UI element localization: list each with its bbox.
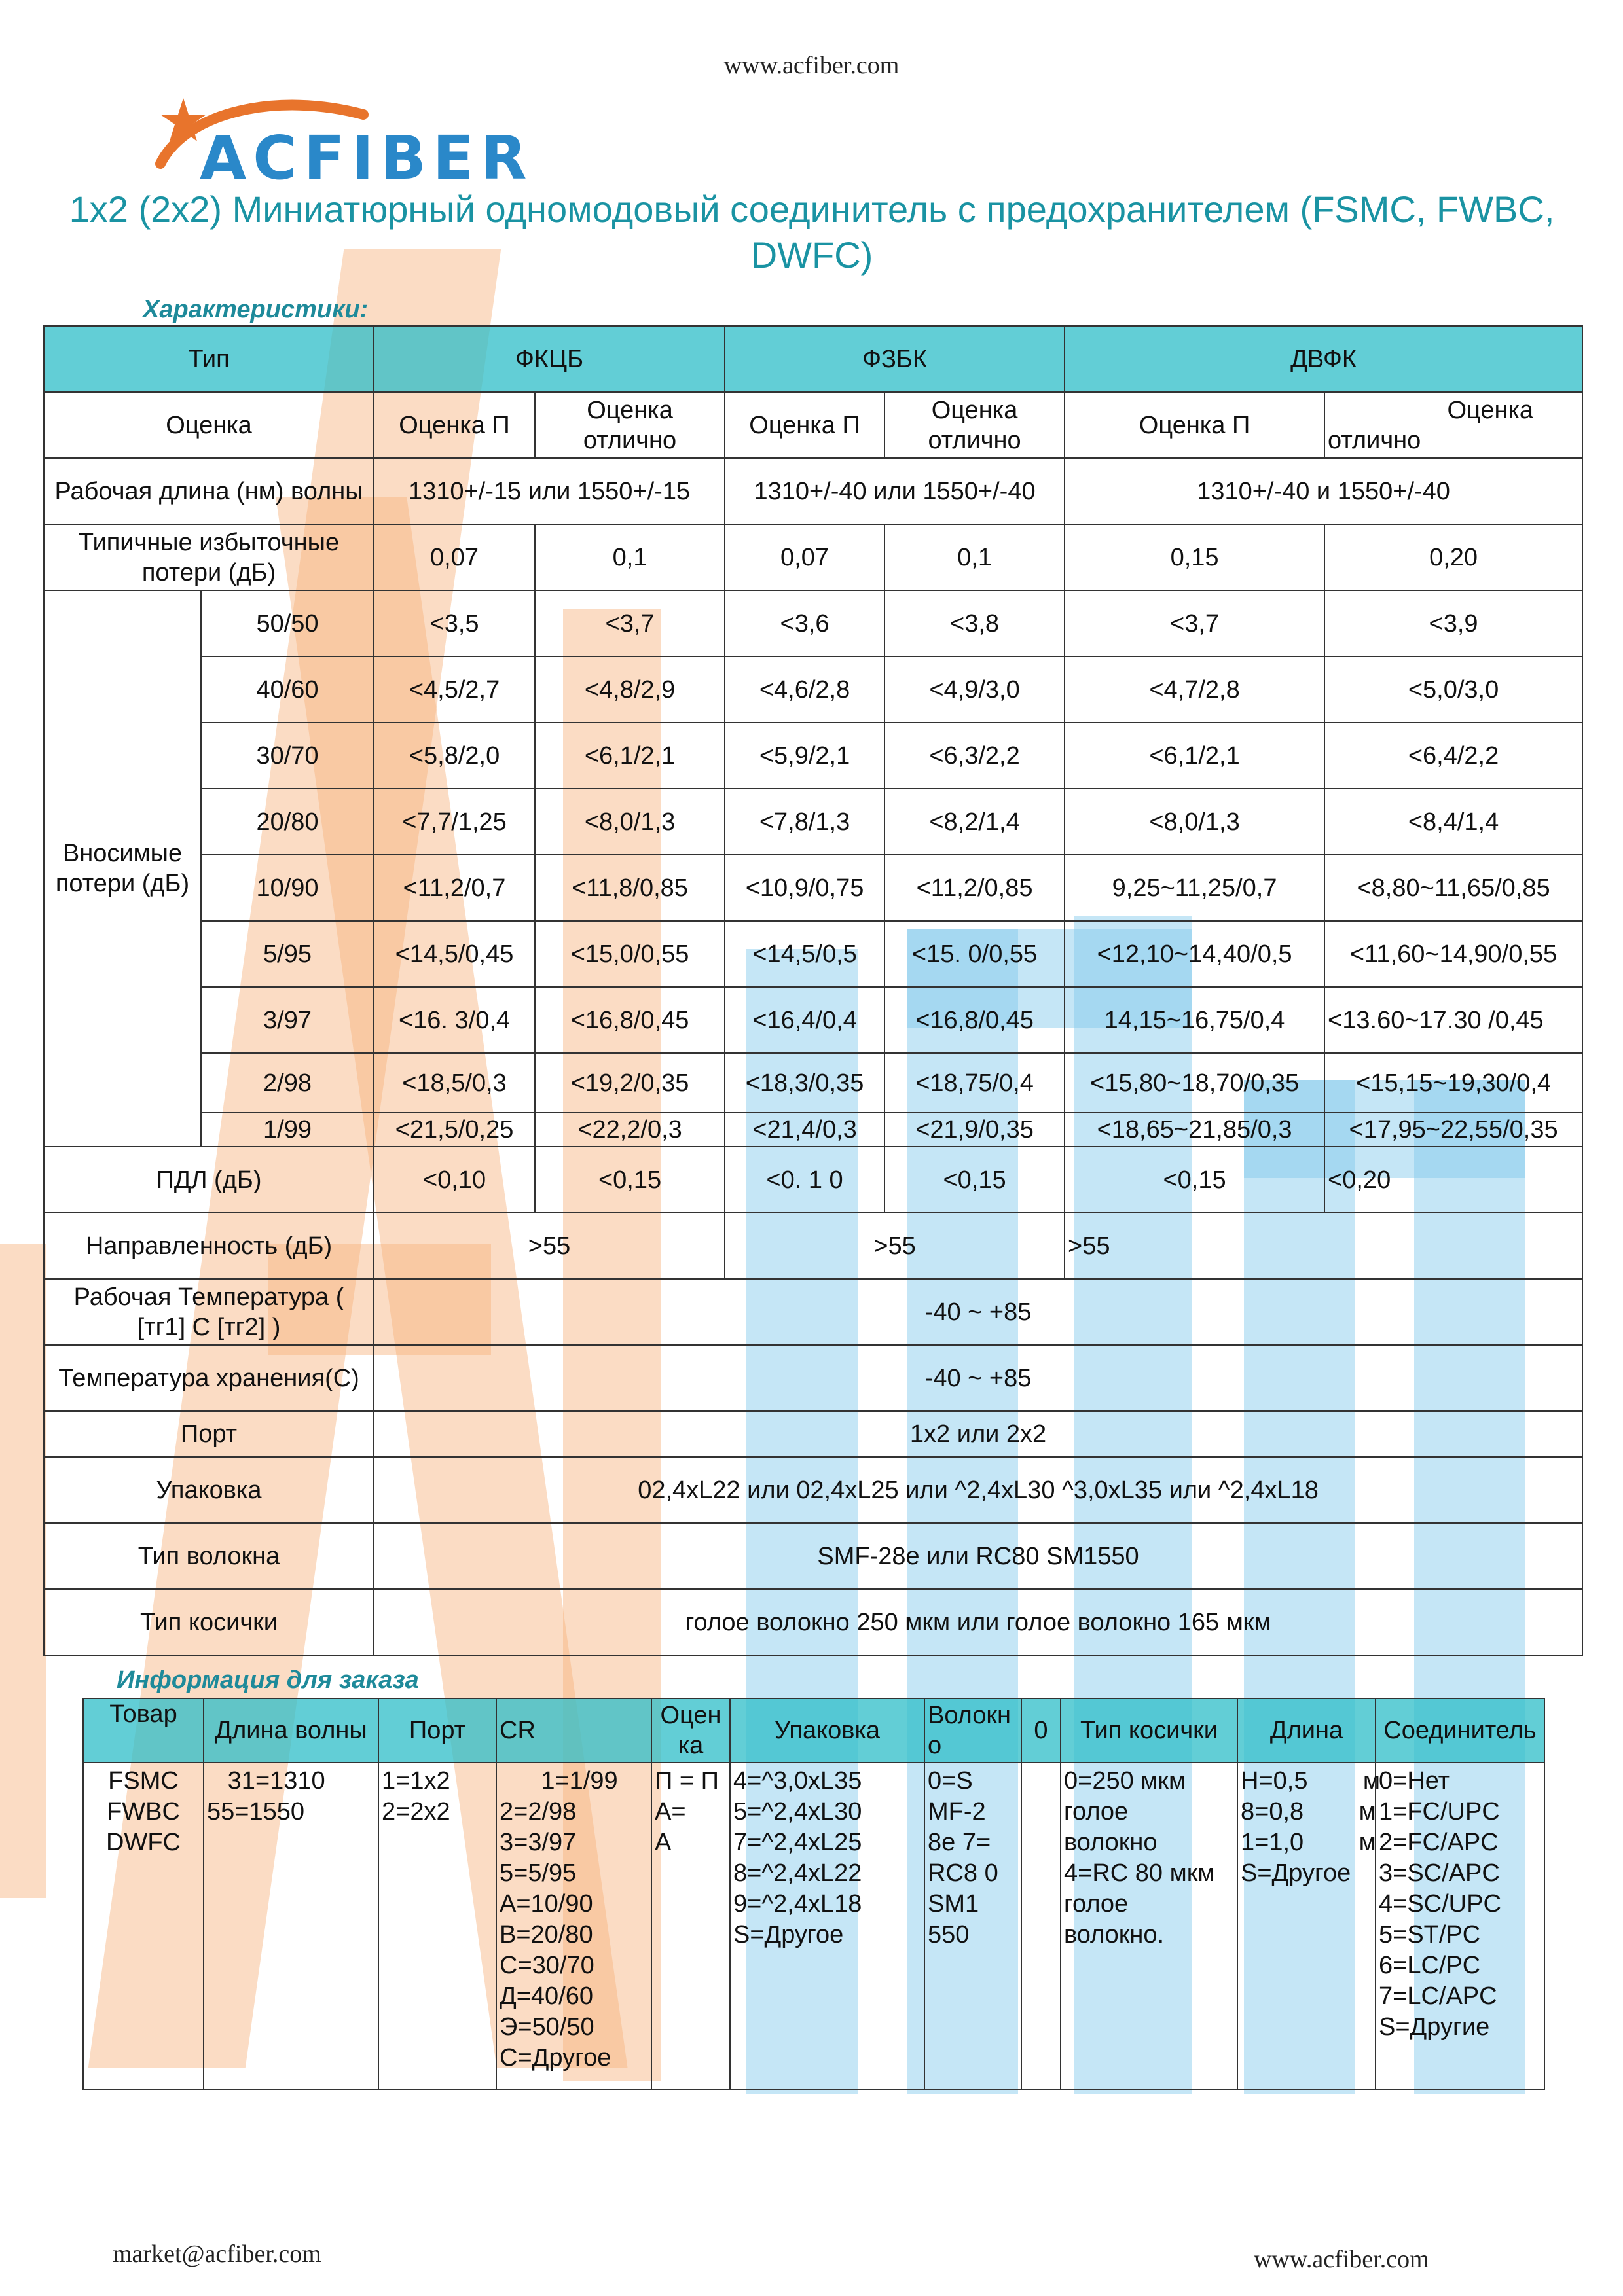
il-value: <14,5/0,45 — [374, 921, 535, 987]
il-value: <5,9/2,1 — [725, 723, 884, 789]
grade-cell: Оценка отлично — [535, 392, 725, 458]
type-fscb: ФКЦБ — [374, 326, 725, 392]
il-value: <16. 3/0,4 — [374, 987, 535, 1053]
watermark-shape — [0, 1244, 46, 1898]
grade-cell: Оценка отлично — [884, 392, 1065, 458]
il-value: <15,0/0,55 — [535, 921, 725, 987]
il-value: <15,15~19,30/0,4 — [1324, 1053, 1582, 1113]
il-value: <11,2/0,85 — [884, 855, 1065, 921]
order-col-package: Упаковка — [730, 1698, 924, 1763]
il-value: <11,2/0,7 — [374, 855, 535, 921]
grade-label: Оценка — [44, 392, 374, 458]
wavelength-label: Рабочая длина (нм) волны — [44, 458, 374, 524]
grade-cell: Оценка П — [725, 392, 884, 458]
il-value: <6,1/2,1 — [1065, 723, 1324, 789]
wavelength-value: 1310+/-40 или 1550+/-40 — [725, 458, 1065, 524]
wavelength-value: 1310+/-15 или 1550+/-15 — [374, 458, 725, 524]
fiber-label: Тип волокна — [44, 1523, 374, 1589]
order-section-title: Информация для заказа — [117, 1666, 419, 1694]
il-value: 9,25~11,25/0,7 — [1065, 855, 1324, 921]
order-col-connector: Соединитель — [1376, 1698, 1544, 1763]
il-value: <18,5/0,3 — [374, 1053, 535, 1113]
il-value: <4,6/2,8 — [725, 656, 884, 723]
ratio: 1/99 — [201, 1113, 374, 1147]
ratio: 20/80 — [201, 789, 374, 855]
il-value: <11,60~14,90/0,55 — [1324, 921, 1582, 987]
grade-last-prefix: Оценка — [1447, 396, 1534, 424]
il-value: <4,7/2,8 — [1065, 656, 1324, 723]
order-col-wavelength: Длина волны — [204, 1698, 378, 1763]
il-value: <5,8/2,0 — [374, 723, 535, 789]
port-value: 1x2 или 2x2 — [374, 1411, 1582, 1457]
order-cr-options: 1=1/99 2=2/98 3=3/97 5=5/95 А=10/90 В=20/80 С=30/70 Д=40/60 Э=50/50 С=Другое — [496, 1763, 651, 2090]
footer-email[interactable]: market@acfiber.com — [113, 2240, 321, 2268]
order-wavelengths: 31=1310 55=1550 — [204, 1763, 378, 2090]
il-value: <7,8/1,3 — [725, 789, 884, 855]
order-col-product: Товар — [83, 1698, 204, 1763]
excess-loss-value: 0,07 — [374, 524, 535, 590]
il-value: <15,80~18,70/0,35 — [1065, 1053, 1324, 1113]
il-value: <4,9/3,0 — [884, 656, 1065, 723]
spec-section-title: Характеристики: — [143, 296, 369, 323]
wavelength-value: 1310+/-40 и 1550+/-40 — [1065, 458, 1582, 524]
order-pigtail-options: 0=250 мкм голое волокно 4=RC 80 мкм голое волокно. — [1061, 1763, 1237, 2090]
directivity-value: >55 — [725, 1213, 1065, 1279]
il-value: <3,7 — [1065, 590, 1324, 656]
order-ports: 1=1x2 2=2x2 — [378, 1763, 496, 2090]
pdl-value: <0,15 — [884, 1147, 1065, 1213]
grade-cell-last — [1324, 392, 1582, 458]
fiber-value: SMF-28e или RC80 SM1550 — [374, 1523, 1582, 1589]
il-value: <6,1/2,1 — [535, 723, 725, 789]
il-value: <12,10~14,40/0,5 — [1065, 921, 1324, 987]
order-fiber-options: 0=S MF-2 8e 7= RC8 0 SM1 550 — [924, 1763, 1021, 2090]
spec-table — [43, 325, 1583, 1656]
acfiber-logo — [147, 85, 534, 196]
directivity-value: >55 — [1065, 1213, 1582, 1279]
il-value: 14,15~16,75/0,4 — [1065, 987, 1324, 1053]
order-col-length: Длина — [1237, 1698, 1376, 1763]
order-table — [82, 1698, 1545, 2090]
il-value: <21,5/0,25 — [374, 1113, 535, 1147]
ratio: 10/90 — [201, 855, 374, 921]
pigtail-value: голое волокно 250 мкм или голое волокно 165 мкм — [374, 1589, 1582, 1655]
order-col-port: Порт — [378, 1698, 496, 1763]
grade-last-value: отлично — [1328, 426, 1421, 454]
order-col-grade: Оцен ка — [651, 1698, 730, 1763]
storage-temp-value: -40 ~ +85 — [374, 1345, 1582, 1411]
order-connector-options: 0=Нет 1=FC/UPC 2=FC/APC 3=SC/APC 4=SC/UPC 5=ST/PC 6=LC/PC 7=LC/APC S=Другие — [1376, 1763, 1544, 2090]
il-value: <16,8/0,45 — [884, 987, 1065, 1053]
order-col-cr: CR — [496, 1698, 651, 1763]
il-value: <19,2/0,35 — [535, 1053, 725, 1113]
order-products: FSMC FWBC DWFC — [83, 1763, 204, 2090]
pdl-label: ПДЛ (дБ) — [44, 1147, 374, 1213]
pdl-value: <0,15 — [1065, 1147, 1324, 1213]
il-value: <21,4/0,3 — [725, 1113, 884, 1147]
order-col-zero: 0 — [1021, 1698, 1061, 1763]
excess-loss-value: 0,20 — [1324, 524, 1582, 590]
ratio: 2/98 — [201, 1053, 374, 1113]
type-dvfk: ДВФК — [1065, 326, 1582, 392]
pdl-value: <0,20 — [1324, 1147, 1582, 1213]
il-value: <6,3/2,2 — [884, 723, 1065, 789]
il-value: <4,5/2,7 — [374, 656, 535, 723]
il-value: <3,8 — [884, 590, 1065, 656]
il-value: <18,3/0,35 — [725, 1053, 884, 1113]
excess-loss-value: 0,1 — [884, 524, 1065, 590]
il-value: <16,8/0,45 — [535, 987, 725, 1053]
ratio: 5/95 — [201, 921, 374, 987]
il-value: <4,8/2,9 — [535, 656, 725, 723]
storage-temp-label: Температура хранения(С) — [44, 1345, 374, 1411]
il-value: <10,9/0,75 — [725, 855, 884, 921]
il-value: <8,2/1,4 — [884, 789, 1065, 855]
il-value: <3,7 — [535, 590, 725, 656]
ratio: 3/97 — [201, 987, 374, 1053]
type-label: Тип — [44, 326, 374, 392]
excess-loss-value: 0,15 — [1065, 524, 1324, 590]
il-value: <8,4/1,4 — [1324, 789, 1582, 855]
il-value: <15. 0/0,55 — [884, 921, 1065, 987]
il-value: <18,65~21,85/0,3 — [1065, 1113, 1324, 1147]
excess-loss-value: 0,1 — [535, 524, 725, 590]
pdl-value: <0,15 — [535, 1147, 725, 1213]
il-value: <8,0/1,3 — [535, 789, 725, 855]
pdl-value: <0,10 — [374, 1147, 535, 1213]
page-title: 1x2 (2x2) Миниатюрный одномодовый соединитель с предохранителем (FSMC, FWBC, DWFC) — [69, 188, 1555, 276]
directivity-value: >55 — [374, 1213, 725, 1279]
type-fzbk: ФЗБК — [725, 326, 1065, 392]
footer-url[interactable]: www.acfiber.com — [1254, 2246, 1429, 2273]
excess-loss-value: 0,07 — [725, 524, 884, 590]
order-grade-options: П = П А= А — [651, 1763, 730, 2090]
il-value: <3,9 — [1324, 590, 1582, 656]
insertion-loss-label: Вносимые потери (дБ) — [44, 590, 201, 1147]
il-value: <21,9/0,35 — [884, 1113, 1065, 1147]
excess-loss-label: Типичные избыточные потери (дБ) — [44, 524, 374, 590]
op-temp-value: -40 ~ +85 — [374, 1279, 1582, 1345]
il-value: <17,95~22,55/0,35 — [1324, 1113, 1582, 1147]
il-value: <3,5 — [374, 590, 535, 656]
order-col-pigtail: Тип косички — [1061, 1698, 1237, 1763]
ratio: 50/50 — [201, 590, 374, 656]
il-value: <13.60~17.30 /0,45 — [1324, 987, 1582, 1053]
package-value: 02,4xL22 или 02,4xL25 или ^2,4xL30 ^3,0xL35 или ^2,4xL18 — [374, 1457, 1582, 1523]
il-value: <3,6 — [725, 590, 884, 656]
order-package-options: 4=^3,0xL35 5=^2,4xL30 7=^2,4xL25 8=^2,4xL22 9=^2,4xL18 S=Другое — [730, 1763, 924, 2090]
il-value: <8,0/1,3 — [1065, 789, 1324, 855]
port-label: Порт — [44, 1411, 374, 1457]
logo-text: ACFIBER — [200, 123, 534, 193]
order-length-options: Н=0,5 м 8=0,8 м 1=1,0 м S=Другое — [1237, 1763, 1376, 2090]
il-value: <16,4/0,4 — [725, 987, 884, 1053]
grade-cell: Оценка П — [1065, 392, 1324, 458]
il-value: <6,4/2,2 — [1324, 723, 1582, 789]
package-label: Упаковка — [44, 1457, 374, 1523]
ratio: 30/70 — [201, 723, 374, 789]
ratio: 40/60 — [201, 656, 374, 723]
header-url: www.acfiber.com — [723, 52, 900, 79]
directivity-label: Направленность (дБ) — [44, 1213, 374, 1279]
order-zero-col — [1021, 1763, 1061, 2090]
il-value: <8,80~11,65/0,85 — [1324, 855, 1582, 921]
il-value: <22,2/0,3 — [535, 1113, 725, 1147]
pdl-value: <0. 1 0 — [725, 1147, 884, 1213]
il-value: <7,7/1,25 — [374, 789, 535, 855]
il-value: <5,0/3,0 — [1324, 656, 1582, 723]
il-value: <18,75/0,4 — [884, 1053, 1065, 1113]
il-value: <11,8/0,85 — [535, 855, 725, 921]
grade-cell: Оценка П — [374, 392, 535, 458]
op-temp-label: Рабочая Температура ( [тг1] С [тг2] ) — [44, 1279, 374, 1345]
il-value: <14,5/0,5 — [725, 921, 884, 987]
order-col-fiber: Волокн о — [924, 1698, 1021, 1763]
pigtail-label: Тип косички — [44, 1589, 374, 1655]
